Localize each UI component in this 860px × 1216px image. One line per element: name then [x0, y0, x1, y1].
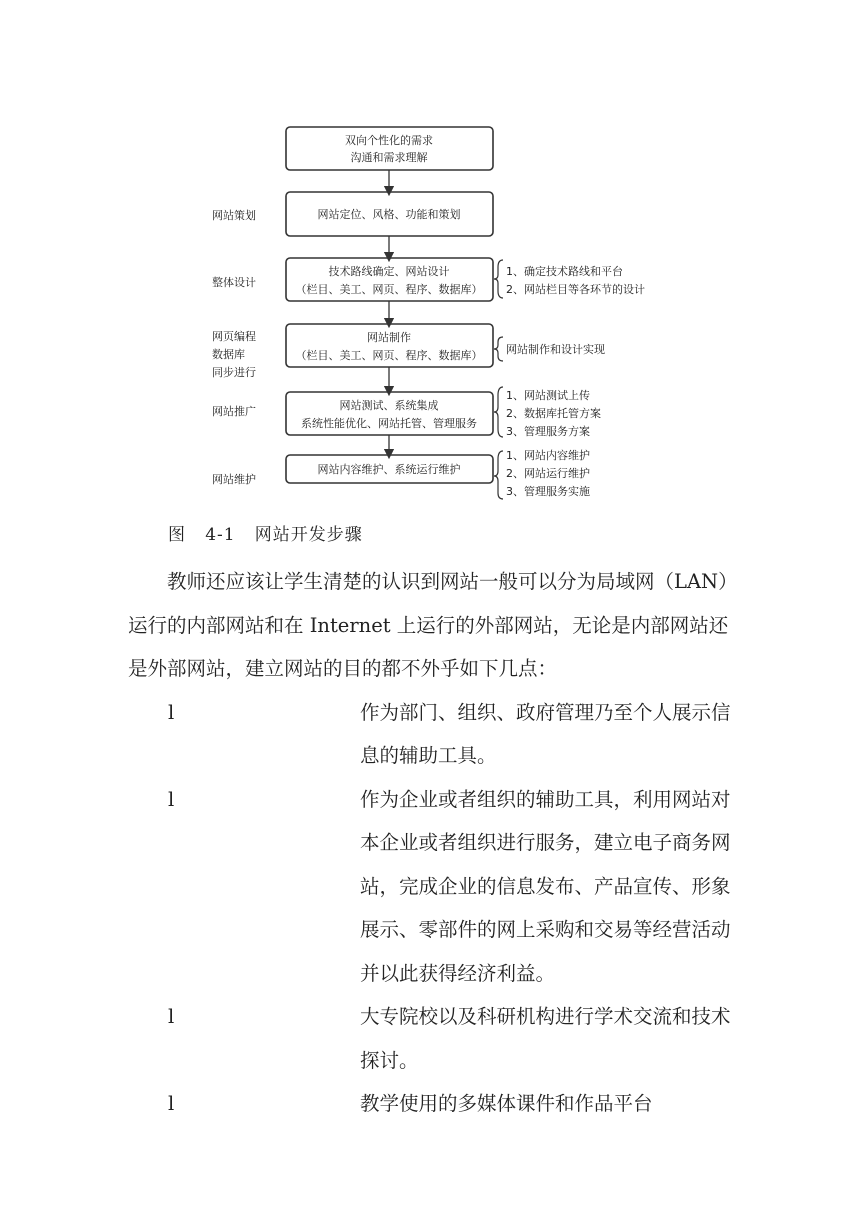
- svg-text:整体设计: 整体设计: [212, 276, 256, 289]
- right-note-maintenance: [494, 448, 590, 499]
- list-item-marker: l: [168, 1092, 175, 1115]
- svg-text:2、网站运行维护: 2、网站运行维护: [506, 467, 590, 480]
- body-text: [128, 560, 732, 1126]
- svg-text:1、确定技术路线和平台: 1、确定技术路线和平台: [506, 265, 623, 278]
- intro-paragraph: 教师还应该让学生清楚的认识到网站一般可以分为局域网（LAN）运行的内部网站和在 Internet 上运行的外部网站，无论是内部网站还是外部网站，建立网站的目的都不外乎如下几点：: [128, 570, 729, 680]
- svg-text:系统性能优化、网站托管、管理服务: 系统性能优化、网站托管、管理服务: [301, 417, 477, 430]
- svg-text:网站测试、系统集成: 网站测试、系统集成: [339, 399, 439, 412]
- svg-text:网站维护: 网站维护: [212, 473, 256, 486]
- left-label-programming: [212, 329, 256, 379]
- step-box-6: [286, 455, 493, 483]
- svg-text:网站制作和设计实现: 网站制作和设计实现: [506, 343, 605, 356]
- right-note-production: [494, 337, 605, 361]
- svg-text:同步进行: 同步进行: [212, 366, 256, 379]
- left-label-maintenance: [212, 472, 256, 486]
- step-box-3: [286, 258, 493, 301]
- svg-text:网站推广: 网站推广: [212, 405, 256, 418]
- list-item-text: 大专院校以及科研机构进行学术交流和技术探讨。: [360, 1005, 731, 1072]
- right-note-design: [494, 260, 645, 298]
- list-item-text: 作为企业或者组织的辅助工具，利用网站对本企业或者组织进行服务，建立电子商务网站，完成企业的信息发布、产品宣传、形象展示、零部件的网上采购和交易等经营活动并以此获得经济利益。: [360, 787, 731, 985]
- svg-text:数据库: 数据库: [212, 348, 245, 361]
- step-box-2: [286, 192, 493, 236]
- svg-text:网页编程: 网页编程: [212, 330, 256, 343]
- list-item-text: 教学使用的多媒体课件和作品平台: [360, 1092, 653, 1115]
- left-label-promotion: [212, 404, 256, 418]
- svg-text:沟通和需求理解: 沟通和需求理解: [350, 151, 428, 164]
- list-item-marker: l: [168, 1005, 175, 1028]
- svg-text:网站内容维护、系统运行维护: 网站内容维护、系统运行维护: [317, 463, 461, 476]
- flowchart-diagram: [196, 115, 686, 505]
- list-item: [128, 691, 732, 778]
- svg-text:（栏目、美工、网页、程序、数据库）: （栏目、美工、网页、程序、数据库）: [295, 349, 483, 362]
- svg-text:3、管理服务实施: 3、管理服务实施: [506, 485, 590, 498]
- list-item: [128, 995, 732, 1082]
- right-note-promotion: [494, 387, 601, 438]
- svg-text:1、网站测试上传: 1、网站测试上传: [506, 389, 590, 402]
- step-box-5: [286, 392, 493, 435]
- svg-text:网站策划: 网站策划: [212, 209, 256, 222]
- svg-text:2、数据库托管方案: 2、数据库托管方案: [506, 407, 601, 420]
- svg-text:3、管理服务方案: 3、管理服务方案: [506, 425, 590, 438]
- left-label-planning: [212, 208, 256, 222]
- svg-text:（栏目、美工、网页、程序、数据库）: （栏目、美工、网页、程序、数据库）: [295, 283, 483, 296]
- step-box-4: [286, 324, 493, 367]
- svg-text:网站制作: 网站制作: [367, 331, 411, 344]
- svg-text:技术路线确定、网站设计: 技术路线确定、网站设计: [328, 265, 450, 278]
- left-label-design: [212, 275, 256, 289]
- step-box-1: [286, 127, 493, 170]
- list-item-marker: l: [168, 787, 175, 811]
- list-item: [128, 778, 732, 996]
- list-item: [128, 1082, 732, 1126]
- svg-text:2、网站栏目等各环节的设计: 2、网站栏目等各环节的设计: [506, 283, 645, 296]
- svg-text:1、网站内容维护: 1、网站内容维护: [506, 449, 590, 462]
- svg-text:网站定位、风格、功能和策划: 网站定位、风格、功能和策划: [317, 208, 461, 221]
- list-item-marker: l: [168, 700, 175, 724]
- figure-caption: 图 4-1 网站开发步骤: [168, 525, 363, 545]
- svg-text:双向个性化的需求: 双向个性化的需求: [345, 134, 433, 147]
- list-item-text: 作为部门、组织、政府管理乃至个人展示信息的辅助工具。: [360, 700, 731, 767]
